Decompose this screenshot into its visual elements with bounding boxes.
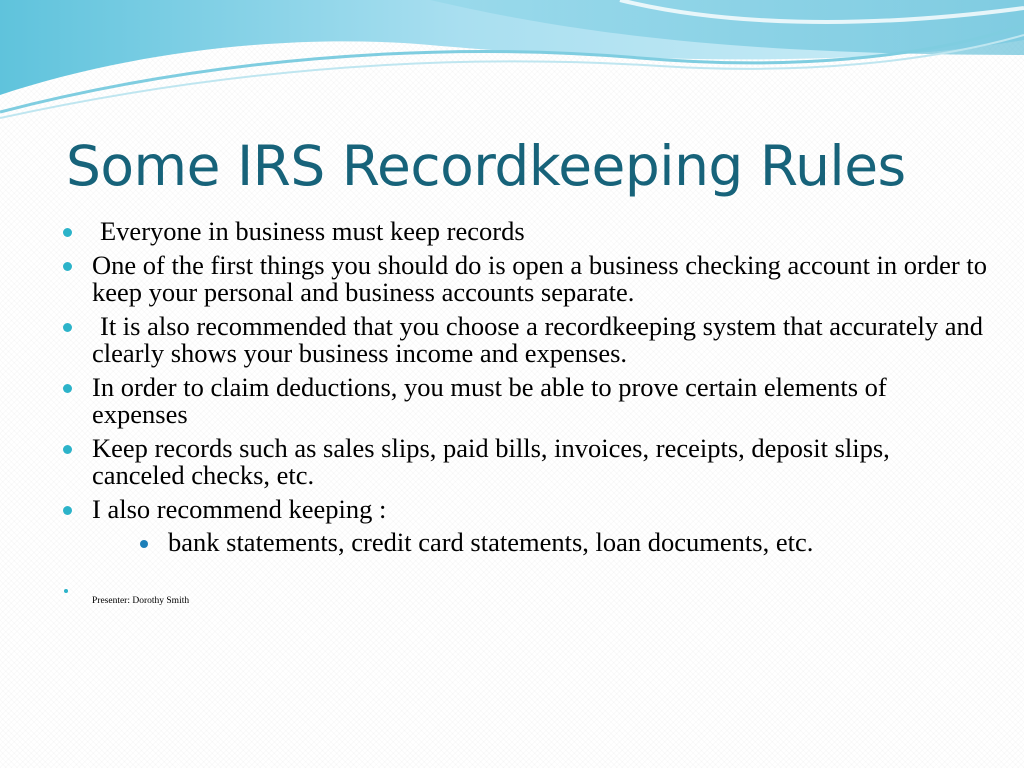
bullet-text: It is also recommended that you choose a recordkeeping system that accurately and clearly shows your business income and expenses.	[92, 310, 984, 368]
list-item	[58, 249, 988, 307]
list-item	[58, 218, 988, 246]
sub-bullet-text: bank statements, credit card statements, loan documents, etc.	[168, 527, 814, 557]
bullet-dot-icon	[63, 445, 72, 454]
presenter-note	[58, 581, 988, 611]
sub-bullet-list	[92, 529, 988, 557]
bullet-dot-icon	[64, 589, 68, 593]
bullet-dot-icon	[63, 506, 72, 515]
presenter-text: Presenter: Dorothy Smith	[92, 595, 190, 606]
bullet-dot-icon	[63, 384, 72, 393]
bullet-list	[58, 218, 988, 557]
sub-list-item	[92, 529, 988, 557]
list-item	[58, 371, 988, 429]
bullet-dot-icon	[63, 228, 72, 237]
bullet-text: In order to claim deductions, you must be able to prove certain elements of expenses	[92, 371, 887, 429]
bullet-text: One of the first things you should do is open a business checking account in order to keep your personal and business accounts separate.	[92, 249, 987, 307]
list-item	[58, 310, 988, 368]
list-item	[58, 493, 988, 557]
slide-body	[58, 218, 988, 611]
bullet-text: Everyone in business must keep records	[100, 216, 525, 246]
bullet-dot-icon	[63, 262, 72, 271]
bullet-text: I also recommend keeping :	[92, 493, 387, 524]
bullet-dot-icon	[63, 323, 72, 332]
slide-title: Some IRS Recordkeeping Rules	[66, 134, 906, 198]
bullet-text: Keep records such as sales slips, paid bills, invoices, receipts, deposit slips, canceled checks, etc.	[92, 432, 890, 490]
list-item	[58, 432, 988, 490]
sub-bullet-dot-icon	[140, 540, 148, 548]
header-wave-decoration	[0, 0, 1024, 130]
